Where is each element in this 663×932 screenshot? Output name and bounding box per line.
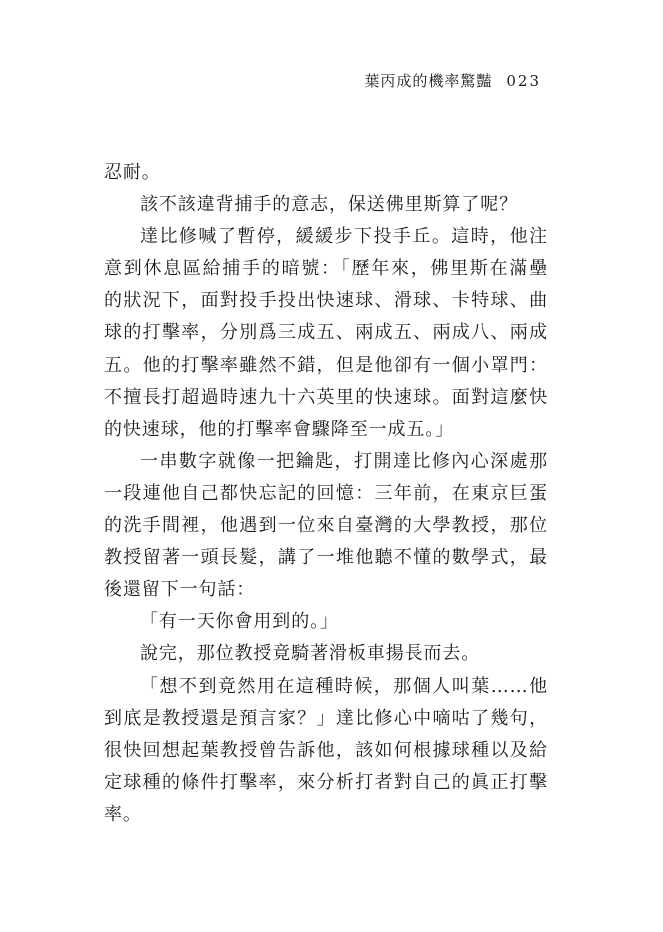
body-text xyxy=(104,157,548,831)
paragraph: 「想不到竟然用在這種時候，那個人叫葉……他到底是教授還是預言家？」達比修心中嘀咕了幾句，很快回想起葉教授曾告訴他，該如何根據球種以及給定球種的條件打擊率，來分析打者對自己的眞正打擊率。 xyxy=(104,675,548,825)
running-header xyxy=(364,70,541,91)
paragraph: 「有一天你會用到的。」 xyxy=(140,611,339,633)
paragraph: 一串數字就像一把鑰匙，打開達比修內心深處那一段連他自己都快忘記的回憶：三年前，在東京巨蛋的洗手間裡，他遇到一位來自臺灣的大學教授，那位教授留著一頭長髮，講了一堆他聽不懂的數學式，最後還留下一句話： xyxy=(104,450,548,601)
paragraph: 忍耐。 xyxy=(104,162,161,183)
paragraph: 該不該違背捕手的意志，保送佛里斯算了呢？ xyxy=(140,194,518,216)
page-number: 023 xyxy=(506,72,541,90)
paragraph: 達比修喊了暫停，緩緩步下投手丘。這時，他注意到休息區給捕手的暗號：「歷年來，佛里斯在滿壘的狀況下，面對投手投出快速球、滑球、卡特球、曲球的打擊率，分別爲三成五、兩成五、兩成八、兩成五。他的打擊率雖然不錯，但是他卻有一個小罩門：不擅長打超過時速九十六英里的快速球。面對這麼快的快速球，他的打擊率會驟降至一成五。」 xyxy=(104,226,548,440)
book-title: 葉丙成的機率驚豔 xyxy=(364,72,493,90)
paragraph: 說完，那位教授竟騎著滑板車揚長而去。 xyxy=(140,643,481,665)
